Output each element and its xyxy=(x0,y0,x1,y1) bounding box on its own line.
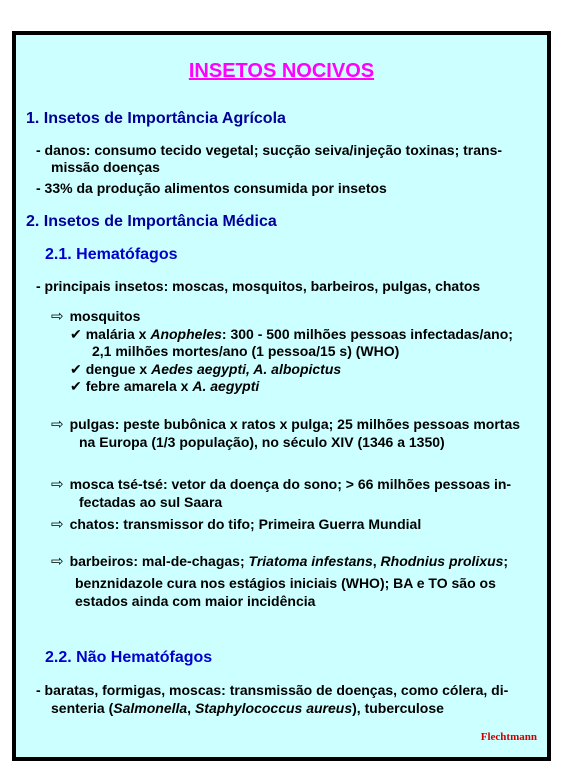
slide-title: INSETOS NOCIVOS xyxy=(188,60,375,82)
pulgas-line-1: pulgas: peste bubônica x ratos x pulga; 25 milhões pessoas mortas xyxy=(69,416,521,432)
nao-hematofagos-line-2 xyxy=(51,700,444,717)
section-2-heading: 2. Insetos de Importância Médica xyxy=(26,213,277,230)
chatos-text: chatos: transmissor do tifo; Primeira Guerra Mundial xyxy=(69,516,422,532)
staphylococcus-name: Staphylococcus aureus xyxy=(194,700,353,716)
anopheles-name: Anopheles xyxy=(150,326,222,342)
mosquitos-item xyxy=(51,308,140,325)
s1-bullet-2: - 33% da produção alimentos consumida por insetos xyxy=(36,180,387,196)
barbeiros-line-3: estados ainda com maior incidência xyxy=(75,593,316,609)
dengue-text: dengue x xyxy=(85,361,152,377)
comma: , xyxy=(187,700,195,716)
semicolon: ; xyxy=(503,553,509,569)
senteria-text: senteria ( xyxy=(51,700,114,716)
triatoma-name: Triatoma infestans xyxy=(248,553,373,569)
tsetse-line-1: mosca tsé-tsé: vetor da doença do sono; > 66 milhões pessoas in- xyxy=(69,476,512,492)
malaria-stats: : 300 - 500 milhões pessoas infectadas/ano; xyxy=(221,326,513,342)
arrow-icon: ⇨ xyxy=(51,476,64,493)
arrow-icon: ⇨ xyxy=(51,416,64,433)
tsetse-item xyxy=(51,476,511,493)
chatos-item xyxy=(51,516,421,533)
section-2-1-heading: 2.1. Hematófagos xyxy=(45,246,178,263)
section-2-2-heading: 2.2. Não Hematófagos xyxy=(45,649,213,666)
nao-hematofagos-line-1: - baratas, formigas, moscas: transmissão de doenças, como cólera, di- xyxy=(36,682,509,698)
principais-insetos: - principais insetos: moscas, mosquitos, barbeiros, pulgas, chatos xyxy=(36,278,481,294)
malaria-text: malária x xyxy=(85,326,151,342)
aedes-name: Aedes aegypti, A. albopictus xyxy=(151,361,342,377)
aegypti-name: A. aegypti xyxy=(192,378,260,394)
s1-bullet-1-line-1: - danos: consumo tecido vegetal; sucção seiva/injeção toxinas; trans- xyxy=(36,142,503,158)
barbeiros-line-2: benznidazole cura nos estágios iniciais (WHO); BA e TO são os xyxy=(75,575,496,591)
dengue-line xyxy=(70,361,341,378)
section-1-heading: 1. Insetos de Importância Agrícola xyxy=(26,110,286,127)
comma: , xyxy=(372,553,381,569)
arrow-icon: ⇨ xyxy=(51,516,64,533)
s1-bullet-1-line-2: missão doenças xyxy=(51,159,160,175)
author-credit: Flechtmann xyxy=(480,731,537,743)
arrow-icon: ⇨ xyxy=(51,553,64,570)
malaria-line-2: 2,1 milhões mortes/ano (1 pessoa/15 s) (WHO) xyxy=(92,343,400,359)
salmonella-name: Salmonella xyxy=(113,700,188,716)
checkmark-icon: ✔ xyxy=(70,326,82,342)
checkmark-icon: ✔ xyxy=(70,378,82,394)
barbeiros-text: barbeiros: mal-de-chagas; xyxy=(69,553,249,569)
arrow-icon: ⇨ xyxy=(51,308,64,325)
slide xyxy=(12,31,551,761)
tuberculose-text: ), tuberculose xyxy=(352,700,444,716)
febre-text: febre amarela x xyxy=(85,378,193,394)
barbeiros-item xyxy=(51,553,508,570)
febre-line xyxy=(70,378,259,395)
tsetse-line-2: fectadas ao sul Saara xyxy=(79,494,223,510)
malaria-line xyxy=(70,326,513,343)
mosquitos-label: mosquitos xyxy=(69,308,141,324)
rhodnius-name: Rhodnius prolixus xyxy=(380,553,504,569)
checkmark-icon: ✔ xyxy=(70,361,82,377)
pulgas-item xyxy=(51,416,520,433)
pulgas-line-2: na Europa (1/3 população), no século XIV (1346 a 1350) xyxy=(79,434,445,450)
